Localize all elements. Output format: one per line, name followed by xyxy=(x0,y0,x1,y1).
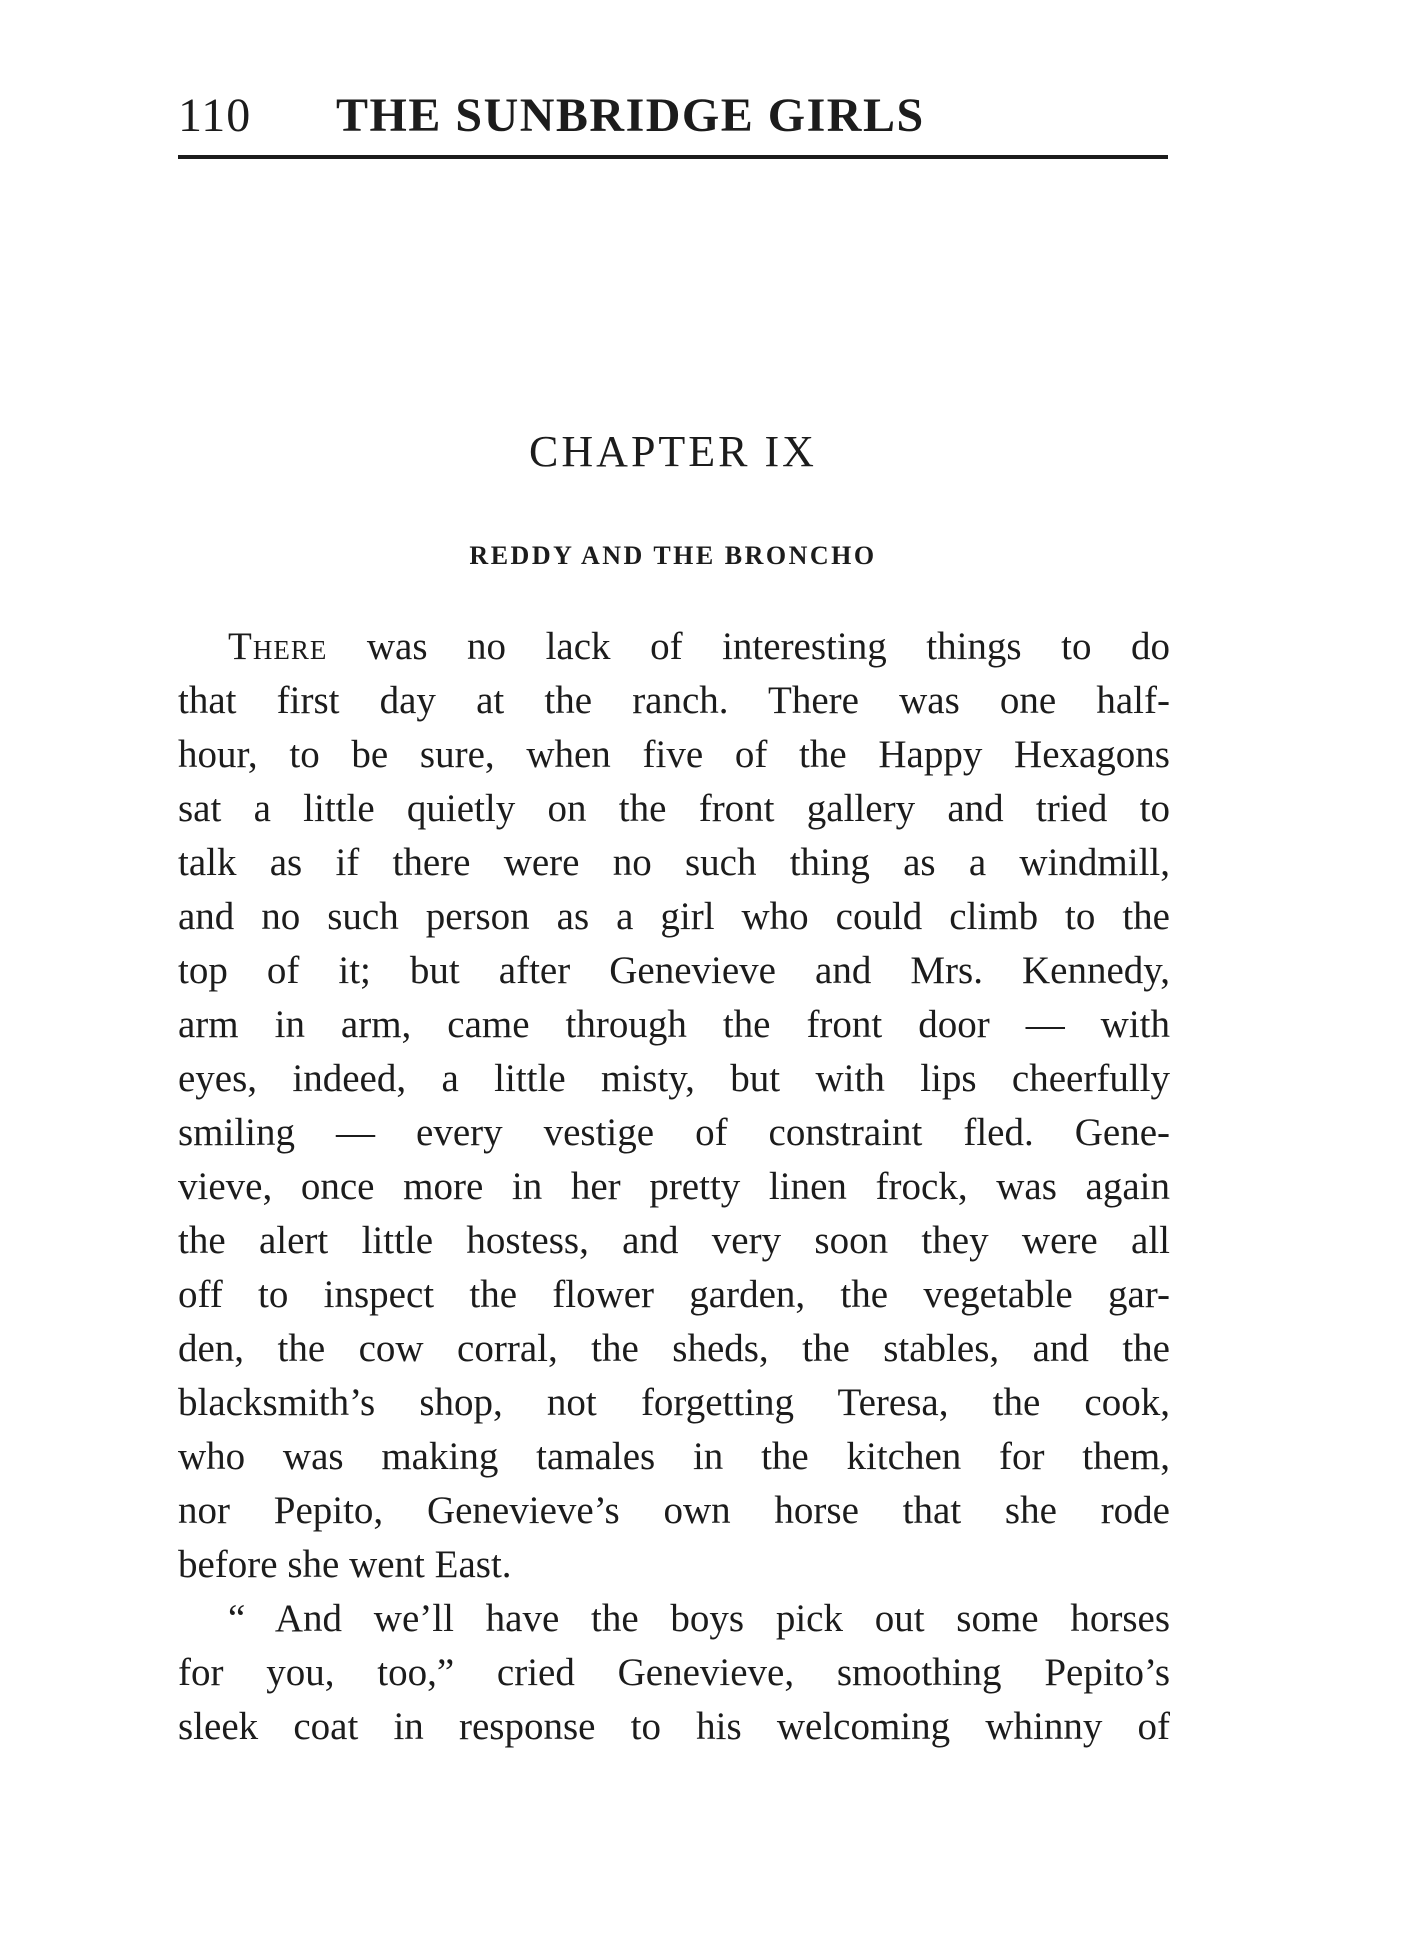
text-line: sat a little quietly on the front gallery and tried to xyxy=(178,787,1170,830)
text-line: hour, to be sure, when five of the Happy Hexagons xyxy=(178,733,1170,776)
lead-word: There xyxy=(228,625,328,668)
text-line: and no such person as a girl who could climb to the xyxy=(178,895,1170,938)
text-line: smiling — every vestige of constraint fled. Gene- xyxy=(178,1111,1170,1154)
chapter-number: CHAPTER IX xyxy=(529,427,817,476)
running-head xyxy=(178,84,1170,148)
text-line: the alert little hostess, and very soon they were all xyxy=(178,1219,1170,1262)
text-line: who was making tamales in the kitchen for them, xyxy=(178,1435,1170,1478)
header-rule xyxy=(178,155,1168,159)
text-line: arm in arm, came through the front door — with xyxy=(178,1003,1170,1046)
text-line: talk as if there were no such thing as a windmill, xyxy=(178,841,1170,884)
text-line: before she went East. xyxy=(178,1543,512,1586)
chapter-title: REDDY AND THE BRONCHO xyxy=(469,541,877,570)
text-line: blacksmith’s shop, not forgetting Teresa, the cook, xyxy=(178,1381,1170,1424)
page-number: 110 xyxy=(178,89,252,142)
text-line: “ And we’ll have the boys pick out some horses xyxy=(228,1597,1170,1640)
text-line-content: was no lack of interesting things to do xyxy=(327,625,1170,668)
text-line: off to inspect the flower garden, the vegetable gar- xyxy=(178,1273,1170,1316)
book-title: THE SUNBRIDGE GIRLS xyxy=(336,89,925,142)
text-line: for you, too,” cried Genevieve, smoothing Pepito’s xyxy=(178,1651,1170,1694)
text-line: den, the cow corral, the sheds, the stables, and the xyxy=(178,1327,1170,1370)
body-text xyxy=(178,620,1170,1754)
text-line: nor Pepito, Genevieve’s own horse that she rode xyxy=(178,1489,1170,1532)
text-line: sleek coat in response to his welcoming whinny of xyxy=(178,1705,1170,1748)
text-line: top of it; but after Genevieve and Mrs. Kennedy, xyxy=(178,949,1170,992)
text-line: vieve, once more in her pretty linen frock, was again xyxy=(178,1165,1170,1208)
text-line: eyes, indeed, a little misty, but with lips cheerfully xyxy=(178,1057,1170,1100)
text-line xyxy=(178,620,1170,674)
text-line: that first day at the ranch. There was one half- xyxy=(178,679,1170,722)
